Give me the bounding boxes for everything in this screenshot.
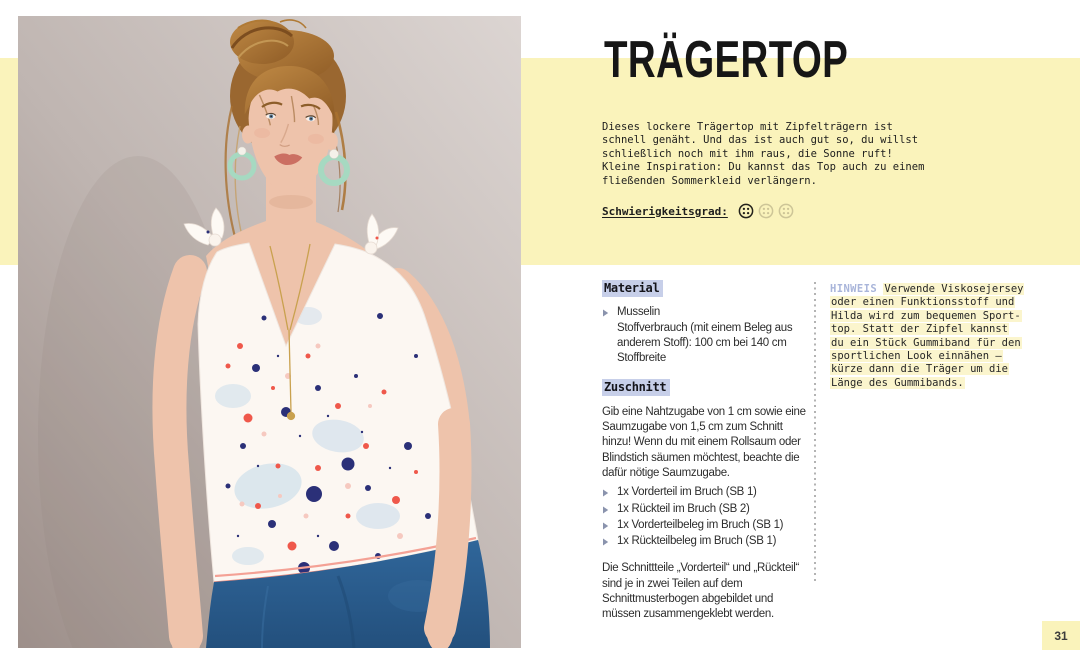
right-forearm xyxy=(440,424,455,628)
bullet-arrow-icon xyxy=(602,506,609,517)
bullet-arrow-icon xyxy=(602,489,609,500)
material-detail: Stoffverbrauch (mit einem Beleg aus anderem Stoff): 100 cm bei 140 cm Stoffbreite xyxy=(617,321,793,365)
zuschnitt-intro: Gib eine Nahtzugabe von 1 cm sowie eine Saumzugabe von 1,5 cm zum Schnitt hinzu! Wenn du mit einem Rollsaum oder Blindstich säumen möchtest, beachte die dafür nötige Saumzugabe. xyxy=(602,405,806,479)
model-photo-illustration xyxy=(18,16,521,648)
difficulty-rating xyxy=(602,203,794,219)
button-rating-icon xyxy=(758,203,774,219)
difficulty-label: Schwierigkeitsgrad: xyxy=(602,204,728,218)
dotted-divider xyxy=(814,282,816,584)
hinweis-label: HINWEIS xyxy=(830,283,878,295)
zuschnitt-heading: Zuschnitt xyxy=(602,380,810,395)
material-name: Musselin xyxy=(617,306,660,319)
hinweis-text: Verwende Viskosejersey oder einen Funktionsstoff und Hilda wird zum bequemen Sporttop. Statt der Zipfel kannst du ein Stück Gummiband für den sportlichen Look einnähen – kürze dann die Träger um die Länge des Gummibands. xyxy=(831,283,1024,389)
model-photo xyxy=(18,16,521,648)
button-rating-icon xyxy=(778,203,794,219)
material-list xyxy=(602,305,810,366)
material-item xyxy=(602,305,810,366)
difficulty-buttons xyxy=(738,203,794,219)
cut-list xyxy=(602,485,810,549)
instructions-column xyxy=(602,281,810,623)
hinweis-note xyxy=(830,283,1025,390)
page-number-badge xyxy=(1042,621,1080,650)
cut-list-item: 1x Rückteilbeleg im Bruch (SB 1) xyxy=(602,534,810,549)
bullet-arrow-icon xyxy=(602,309,609,366)
zuschnitt-note: Die Schnittteile „Vorderteil“ und „Rückteil“ sind je in zwei Teilen auf dem Schnittmusterbogen abgebildet und müssen zusammengeklebt werden. xyxy=(602,562,800,621)
material-heading: Material xyxy=(602,281,810,296)
left-arm xyxy=(169,272,190,636)
page-title: TRÄGERTOP xyxy=(604,31,849,89)
intro-text: Dieses lockere Trägertop mit Zipfelträgern ist schnell genäht. Und das ist auch gut so, du willst schließlich noch mit ihm raus, die Sonne ruft! Kleine Inspiration: Du kannst das Top auch zu einem fließenden Sommerkleid verlängern. xyxy=(602,121,925,187)
cut-list-item: 1x Vorderteilbeleg im Bruch (SB 1) xyxy=(602,518,810,533)
bullet-arrow-icon xyxy=(602,538,609,549)
cut-list-item: 1x Vorderteil im Bruch (SB 1) xyxy=(602,485,810,500)
button-rating-icon xyxy=(738,203,754,219)
page-number: 31 xyxy=(1054,628,1068,643)
cut-list-item: 1x Rückteil im Bruch (SB 2) xyxy=(602,502,810,517)
bullet-arrow-icon xyxy=(602,522,609,533)
